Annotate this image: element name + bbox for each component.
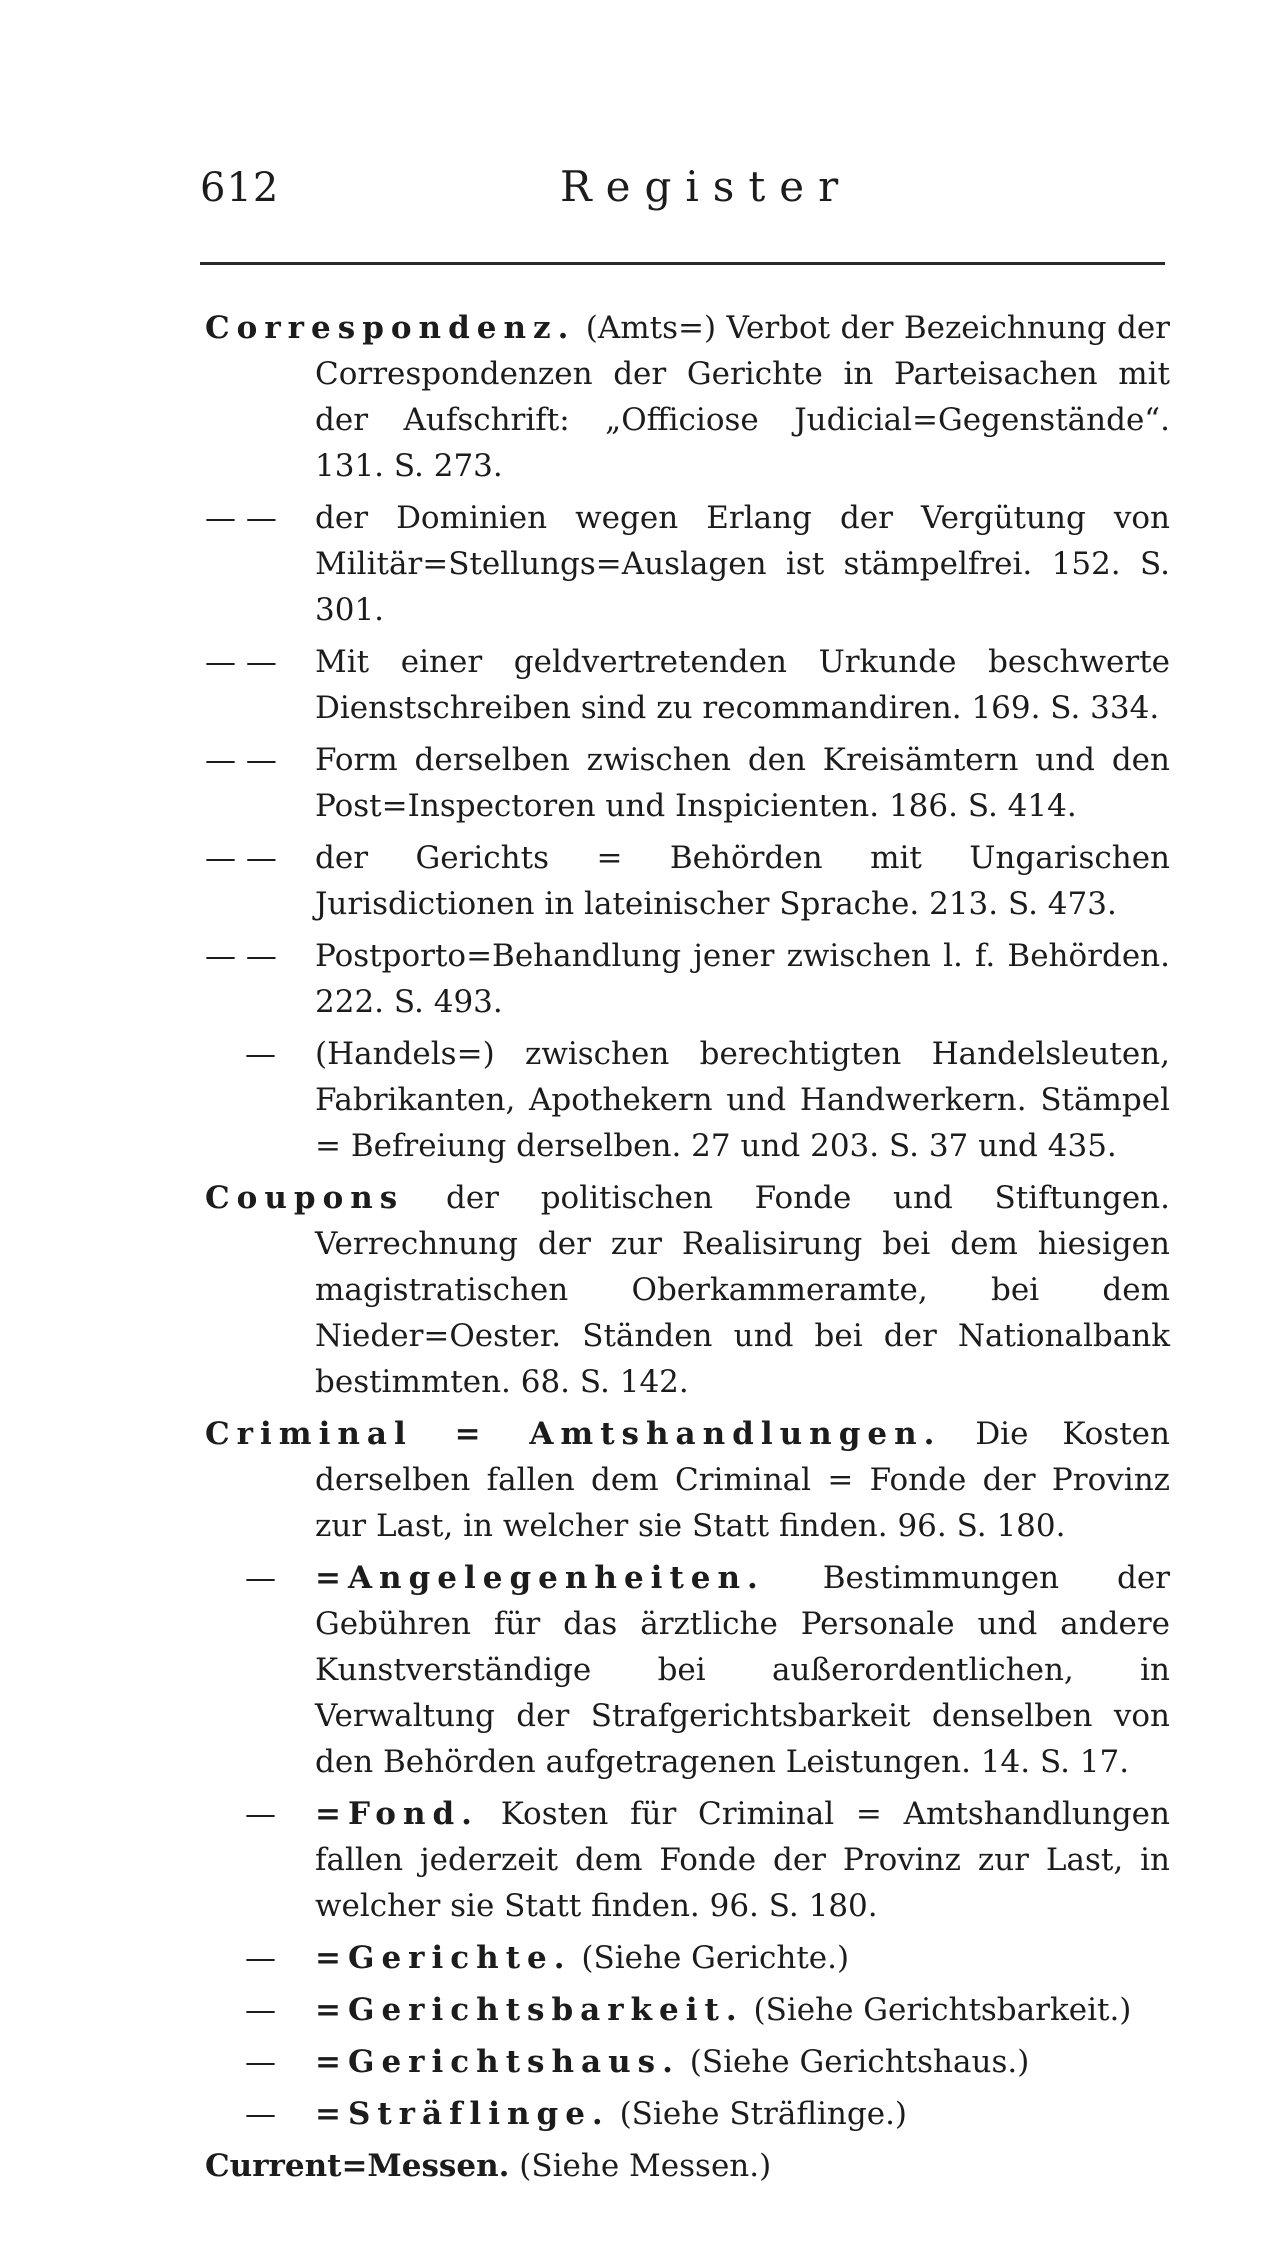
entry-text: der Dominien wegen Erlang der Vergütung von Militär=Stellungs=Auslagen ist stämpelfrei. 152. S. 301.: [315, 500, 1170, 628]
register-entry: [205, 2039, 1170, 2085]
register-entry: [205, 737, 1170, 829]
register-entry: [205, 2143, 1170, 2189]
entry-text: Mit einer geldvertretenden Urkunde beschwerte Dienstschreiben sind zu recommandiren. 169. S. 334.: [315, 644, 1170, 726]
entry-text: Postporto=Behandlung jener zwischen l. f. Behörden. 222. S. 493.: [315, 938, 1170, 1020]
register-entry: [205, 1175, 1170, 1405]
register-entry: [205, 933, 1170, 1025]
entry-headword: Current=Messen.: [205, 2148, 510, 2184]
register-entry: [205, 1411, 1170, 1549]
register-entry: [205, 1791, 1170, 1929]
entry-text: (Siehe Messen.): [519, 2148, 772, 2184]
register-entry: [205, 1935, 1170, 1981]
entry-dash: — —: [205, 938, 277, 974]
entry-dash: —: [245, 1560, 276, 1596]
register-entry: [205, 1031, 1170, 1169]
entry-dash: — —: [205, 840, 277, 876]
entry-headword: =Gerichtshaus.: [315, 2044, 680, 2080]
register-entry: [205, 495, 1170, 633]
entry-headword: =Gerichtsbarkeit.: [315, 1992, 744, 2028]
entry-text: (Siehe Sträflinge.): [619, 2096, 908, 2132]
entry-text: (Amts=) Verbot der Bezeichnung der Correspondenzen der Gerichte in Parteisachen mit der Aufschrift: „Officiose Judicial=Gegenstände“. 131. S. 273.: [315, 310, 1170, 484]
running-title: Register: [560, 162, 853, 211]
entry-headword: =Angelegenheiten.: [315, 1560, 765, 1596]
entry-dash: —: [245, 2096, 276, 2132]
register-entry: [205, 305, 1170, 489]
entry-dash: — —: [205, 500, 277, 536]
entry-text: (Siehe Gerichtshaus.): [689, 2044, 1030, 2080]
entry-text: Die Kosten derselben fallen dem Criminal = Fonde der Provinz zur Last, in welcher sie Statt finden. 96. S. 180.: [315, 1416, 1170, 1544]
header-rule: [200, 262, 1165, 265]
entry-dash: —: [245, 1796, 276, 1832]
register-entry: [205, 1555, 1170, 1785]
register-entry: [205, 639, 1170, 731]
entry-text: (Siehe Gerichtsbarkeit.): [753, 1992, 1132, 2028]
page-number: 612: [200, 165, 280, 211]
entry-text: der Gerichts = Behörden mit Ungarischen Jurisdictionen in lateinischer Sprache. 213. S. 473.: [315, 840, 1170, 922]
entry-dash: —: [245, 1992, 276, 2028]
entry-text: der politischen Fonde und Stiftungen. Verrechnung der zur Realisirung bei dem hiesigen magistratischen Oberkammeramte, bei dem Nieder=Oester. Ständen und bei der Nationalbank bestimmten. 68. S. 142.: [315, 1180, 1170, 1400]
entry-dash: —: [245, 2044, 276, 2080]
entry-text: Bestimmungen der Gebühren für das ärztliche Personale und andere Kunstverständige bei außerordentlichen, in Verwaltung der Strafgerichtsbarkeit denselben von den Behörden aufgetragenen Leistungen. 14. S. 17.: [315, 1560, 1170, 1780]
entry-headword: =Gerichte.: [315, 1940, 572, 1976]
register-entry: [205, 835, 1170, 927]
entry-headword: =Fond.: [315, 1796, 479, 1832]
register-entry: [205, 1987, 1170, 2033]
entry-dash: — —: [205, 644, 277, 680]
entry-dash: —: [245, 1036, 276, 1072]
entry-headword: Correspondenz.: [205, 310, 576, 346]
entry-text: Kosten für Criminal = Amtshandlungen fallen jederzeit dem Fonde der Provinz zur Last, in welcher sie Statt finden. 96. S. 180.: [315, 1796, 1170, 1924]
register-entries: [205, 305, 1170, 2195]
entry-dash: —: [245, 1940, 276, 1976]
register-entry: [205, 2091, 1170, 2137]
entry-dash: — —: [205, 742, 277, 778]
entry-headword: Coupons: [205, 1180, 405, 1216]
entry-text: Form derselben zwischen den Kreisämtern und den Post=Inspectoren und Inspicienten. 186. S. 414.: [315, 742, 1170, 824]
entry-text: (Handels=) zwischen berechtigten Handelsleuten, Fabrikanten, Apothekern und Handwerkern. Stämpel = Befreiung derselben. 27 und 203. S. 37 und 435.: [315, 1036, 1170, 1164]
entry-headword: Criminal = Amtshandlungen.: [205, 1416, 942, 1452]
entry-text: (Siehe Gerichte.): [581, 1940, 850, 1976]
entry-headword: =Sträflinge.: [315, 2096, 610, 2132]
